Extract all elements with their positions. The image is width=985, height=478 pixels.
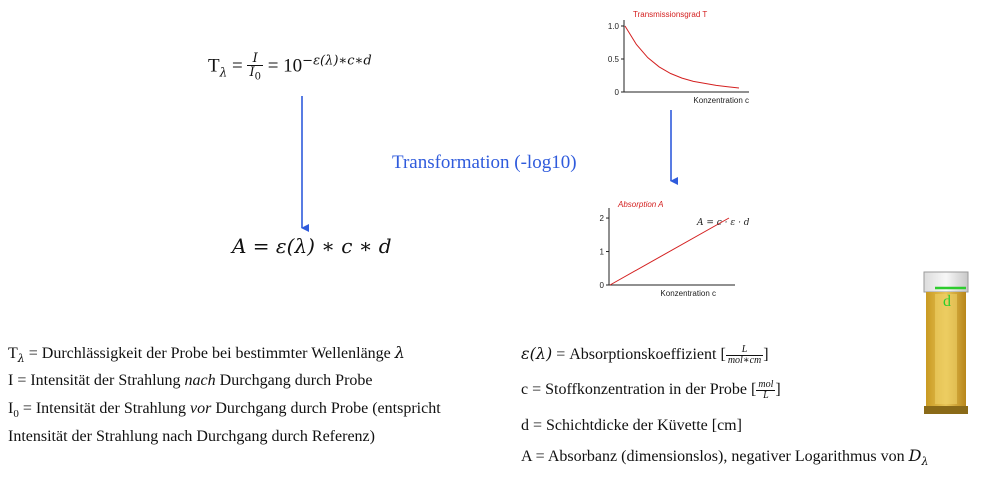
def-symbol: c <box>521 381 529 398</box>
unit-denominator: L <box>763 389 769 401</box>
def-sub: λ <box>17 352 25 366</box>
def-text: = Intensität der Strahlung <box>18 400 191 417</box>
absorbance-equation <box>232 234 392 258</box>
eq-equals-2: = <box>267 55 279 77</box>
def-text: = Durchlässigkeit der Probe bei bestimmter Wellenlänge <box>24 345 395 362</box>
y-tick-label: 2 <box>599 214 604 224</box>
x-axis-label: Konzentration c <box>693 96 749 105</box>
eq-equals: = <box>231 55 243 77</box>
frac-den-I: I <box>249 65 255 80</box>
def-sub: λ <box>921 455 929 469</box>
y-tick-label: 1.0 <box>607 22 619 31</box>
definition-transmission <box>8 339 441 367</box>
def-text: Durchgang durch Probe (entspricht <box>211 400 441 417</box>
transmission-curve <box>625 26 739 88</box>
chart-title: Transmissionsgrad T <box>633 10 708 19</box>
transmission-chart <box>593 6 753 106</box>
absorption-chart <box>593 196 753 300</box>
y-tick-label: 1 <box>599 247 604 257</box>
definition-concentration <box>521 375 928 411</box>
def-text: = Stoffkonzentration in der Probe [ <box>528 381 757 398</box>
def-text: Durchgang durch Probe <box>215 372 373 389</box>
def-symbol: I <box>8 372 14 389</box>
def-bracket: ] <box>775 381 781 398</box>
y-tick-label: 0.5 <box>607 55 619 64</box>
unit-numerator: mol <box>758 378 774 390</box>
transmission-equation <box>208 52 372 83</box>
transformation-label-text: Transformation (-log10) <box>392 152 577 173</box>
def-text: = Absorptionskoeffizient [ <box>552 346 726 363</box>
y-tick-label: 0 <box>599 281 604 290</box>
unit-numerator: L <box>726 345 763 356</box>
def-text: = Intensität der Strahlung <box>13 372 185 389</box>
absorption-line <box>610 218 729 285</box>
cuvette-label-d: d <box>943 293 951 310</box>
def-symbol: ε(λ) <box>521 344 553 363</box>
absorbance-equation-text: A = ε(λ) ∗ c ∗ d <box>232 234 392 258</box>
x-axis-label: Konzentration c <box>660 289 716 298</box>
chart-title: Absorption A <box>618 200 664 209</box>
unit-fraction <box>756 380 775 401</box>
def-text: Intensität der Strahlung nach Durchgang durch Referenz) <box>8 428 375 445</box>
cuvette-inner-window <box>935 294 957 404</box>
definitions-left <box>8 339 441 451</box>
def-text: = Absorbanz (dimensionslos), negativer Logarithmus von <box>531 448 909 465</box>
definition-intensity-before-cont <box>8 423 441 451</box>
def-symbol: T <box>8 345 18 362</box>
cuvette-base <box>924 406 968 414</box>
def-bracket: ] <box>763 346 769 363</box>
def-symbol: I <box>8 400 14 417</box>
def-tail: λ <box>394 343 405 362</box>
def-symbol: A <box>521 448 532 465</box>
unit-denominator: mol∗cm <box>727 354 762 366</box>
eq-exponent: −ε(λ)∗c∗d <box>302 53 372 69</box>
y-tick-label: 0 <box>614 88 619 97</box>
def-symbol: d <box>521 417 529 434</box>
def-text: = Schichtdicke der Küvette [cm] <box>529 417 742 434</box>
eq-base: 10 <box>283 55 303 77</box>
definition-absorption-coefficient <box>521 339 928 375</box>
definitions-right <box>521 339 928 471</box>
def-emphasis: vor <box>190 400 212 417</box>
def-sub: 0 <box>13 408 19 421</box>
def-tail: D <box>908 446 922 465</box>
chart-annotation: A = c · ε · d <box>697 218 750 228</box>
definition-absorbance <box>521 441 928 471</box>
unit-fraction <box>726 345 763 366</box>
transformation-label <box>392 152 577 174</box>
definition-thickness <box>521 411 928 441</box>
frac-numerator: I <box>247 52 263 66</box>
eq-sub-lambda: λ <box>219 65 228 80</box>
definition-intensity-after <box>8 367 441 395</box>
def-emphasis: nach <box>184 372 216 389</box>
eq-symbol-T: T <box>208 55 220 77</box>
frac-denominator <box>247 66 263 83</box>
frac-den-sub: 0 <box>254 71 261 83</box>
intensity-fraction <box>247 52 263 83</box>
definition-intensity-before <box>8 395 441 423</box>
